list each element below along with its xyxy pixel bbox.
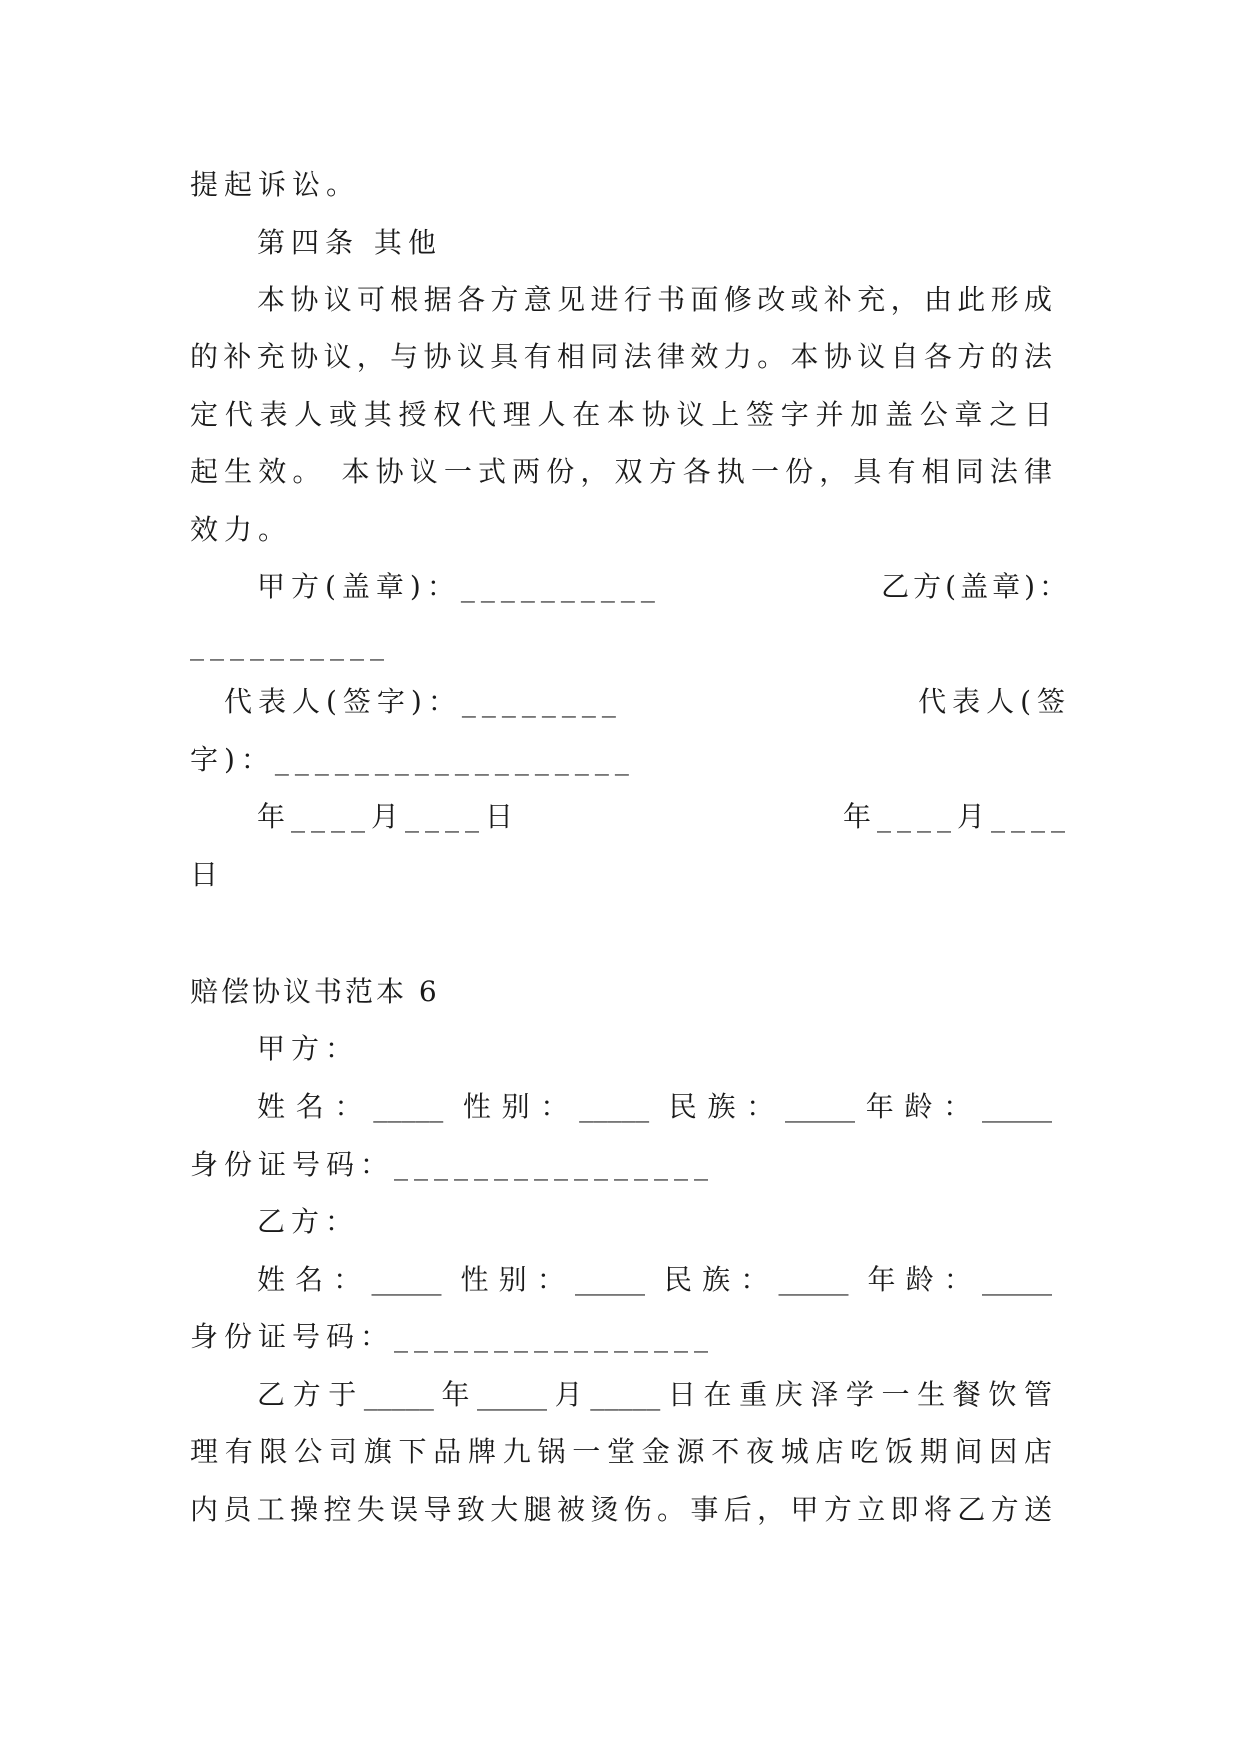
text-line [0, 1140, 1241, 1190]
text-line [0, 332, 1241, 382]
text-line [0, 218, 1241, 268]
date-row [0, 792, 1241, 842]
paragraph-text: 理有限公司旗下品牌九锅一堂金源不夜城店吃饭期间因店 [190, 1435, 1052, 1468]
section-title: 赔偿协议书范本 6 [190, 975, 440, 1008]
text-line [0, 1370, 1241, 1420]
party-b-seal: 乙方(盖章)： [881, 570, 1071, 603]
party-b-info: 姓名：_____ 性别：_____ 民族：_____ 年龄：_____ [257, 1263, 1052, 1296]
blank-line: __________ [190, 628, 390, 661]
text-line [0, 735, 1241, 785]
text-line [0, 505, 1241, 555]
party-a-id: 身份证号码：________________ [190, 1148, 715, 1181]
party-a-seal: 甲方(盖章)：__________ [257, 570, 661, 603]
text-line [0, 1427, 1241, 1477]
text-line [0, 1312, 1241, 1362]
party-b-label: 乙方： [257, 1205, 360, 1238]
text-line [0, 160, 1241, 210]
text-line [0, 1255, 1241, 1305]
paragraph-text: 效力。 [190, 513, 293, 546]
paragraph-text: 乙方于_____年_____月_____日在重庆泽学一生餐饮管 [257, 1378, 1052, 1411]
party-b-date: 年____月____ [842, 800, 1071, 833]
text-line [0, 1082, 1241, 1132]
text-line [0, 1024, 1241, 1074]
paragraph-text: 起生效。 本协议一式两份，双方各执一份，具有相同法律 [190, 455, 1052, 488]
text-line [0, 390, 1241, 440]
text-line [0, 1197, 1241, 1247]
date-day: 日 [190, 858, 225, 891]
text-line [0, 620, 1241, 670]
party-b-representative: 代表人(签 [918, 685, 1071, 718]
party-a-info: 姓名：_____ 性别：_____ 民族：_____年龄：_____ [257, 1090, 1052, 1123]
paragraph-text: 的补充协议，与协议具有相同法律效力。本协议自各方的法 [190, 340, 1052, 373]
party-b-id: 身份证号码：________________ [190, 1320, 715, 1353]
signature-blank: 字)：__________________ [190, 743, 635, 776]
text-line [0, 275, 1241, 325]
signature-row [0, 562, 1241, 612]
paragraph-text: 定代表人或其授权代理人在本协议上签字并加盖公章之日 [190, 398, 1052, 431]
party-a-label: 甲方： [257, 1032, 360, 1065]
party-a-representative: 代表人(签字)：________ [224, 685, 622, 718]
text-line [0, 967, 1241, 1017]
text-line [0, 447, 1241, 497]
text-line [0, 850, 1241, 900]
text-line [0, 1485, 1241, 1535]
paragraph-text: 内员工操控失误导致大腿被烫伤。事后，甲方立即将乙方送 [190, 1493, 1052, 1526]
paragraph-end: 提起诉讼。 [190, 168, 361, 201]
signature-row [0, 677, 1241, 727]
party-a-date: 年____月____日 [257, 800, 520, 833]
paragraph-text: 本协议可根据各方意见进行书面修改或补充，由此形成 [257, 283, 1052, 316]
article-heading: 第四条 其他 [257, 226, 442, 259]
